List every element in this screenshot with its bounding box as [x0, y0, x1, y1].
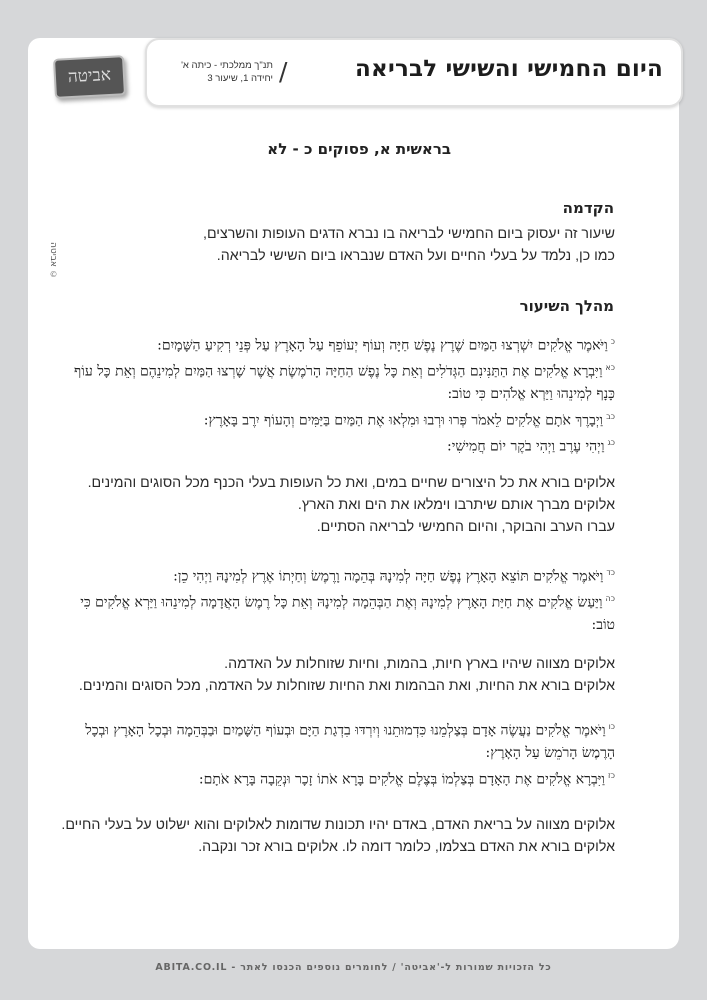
- lesson-title: היום החמישי והשישי לבריאה: [355, 56, 663, 82]
- verse-block-1: [55, 331, 615, 458]
- verse-number: כג: [607, 437, 615, 447]
- explanation-line: אלוקים מצווה על בריאת האדם, באדם יהיו תכונות שדומות לאלוקים והוא ישלוט על בעלי החיים.: [61, 817, 615, 833]
- lesson-heading: מהלך השיעור: [519, 297, 614, 315]
- intro-line: כמו כן, נלמד על בעלי החיים ועל האדם שנבראו ביום השישי לבריאה.: [216, 248, 615, 264]
- intro-heading: הקדמה: [562, 199, 614, 217]
- verse: [55, 716, 615, 765]
- explanation-line: אלוקים מצווה שיהיו בארץ חיות, בהמות, וחיות שזוחלות על האדמה.: [224, 656, 615, 672]
- side-credit-author: אביטה: [48, 242, 58, 267]
- verse-text: וַיַּעַשׂ אֱלֹקִים אֶת חַיַּת הָאָרֶץ לְמִינָהּ וְאֶת הַבְּהֵמָה לְמִינָהּ וְאֵת כָּל רֶמֶשׂ הָאֲדָמָה לְמִינֵהוּ וַיַּרְא אֱלֹקִים כִּי טוֹב:: [80, 594, 615, 634]
- intro-text: [55, 223, 615, 267]
- verse: [55, 406, 615, 432]
- course-grade: תנ"ך ממלכתי - כיתה א': [181, 60, 273, 71]
- verse-number: כז: [608, 770, 615, 780]
- verse: [55, 562, 615, 588]
- verse-text: וַיֹּאמֶר אֱלֹקִים יִשְׁרְצוּ הַמַּיִם שֶׁרֶץ נֶפֶשׁ חַיָּה וְעוֹף יְעוֹפֵף עַל הָאָרֶץ עַל פְּנֵי רְקִיעַ הַשָּׁמָיִם:: [157, 337, 608, 354]
- logo-text: אביטה: [67, 64, 112, 88]
- verse-text: וַיֹּאמֶר אֱלֹקִים נַעֲשֶׂה אָדָם בְּצַלְמֵנוּ כִּדְמוּתֵנוּ וְיִרְדּוּ בִדְגַת הַיָּם וּבְעוֹף הַשָּׁמַיִם וּבַבְּהֵמָה וּבְכָל הָאָרֶץ וּבְכָל הָרֶמֶשׂ הָרֹמֵשׂ עַל הָאָרֶץ:: [85, 722, 615, 762]
- explanation-2: [55, 653, 615, 697]
- explanation-line: אלוקים בורא את כל היצורים שחיים במים, ואת כל העופות בעלי הכנף מכל הסוגים והמינים.: [87, 475, 615, 491]
- course-unit: יחידה 1, שיעור 3: [207, 73, 273, 84]
- intro-line: שיעור זה יעסוק ביום החמישי לבריאה בו נברא הדגים העופות והשרצים,: [203, 226, 615, 242]
- verse-block-3: [55, 716, 615, 791]
- verse-text: וַיְבָרֶךְ אֹתָם אֱלֹקִים לֵאמֹר פְּרוּ וּרְבוּ וּמִלְאוּ אֶת הַמַּיִם בַּיַּמִּים וְהָעוֹף יִרֶב בָּאָרֶץ:: [203, 412, 604, 429]
- verse: [55, 357, 615, 406]
- explanation-3: [55, 814, 615, 858]
- verse: [55, 432, 615, 458]
- footer-copyright: כל הזכויות שמורות ל-'אביטה' / לחומרים נוספים הכנסו לאתר - ABITA.CO.IL: [155, 962, 552, 973]
- verse-number: כ: [610, 337, 615, 346]
- verse-block-2: [55, 562, 615, 637]
- verse: [55, 765, 615, 791]
- verse-text: וַיִּבְרָא אֱלֹקִים אֶת הַתַּנִּינִם הַגְּדֹלִים וְאֵת כָּל נֶפֶשׁ הַחַיָּה הָרֹמֶשֶׂת אֲשֶׁר שָׁרְצוּ הַמַּיִם לְמִינֵהֶם וְאֵת כָּל עוֹף כָּנָף לְמִינֵהוּ וַיַּרְא אֱלֹהִים כִּי טוֹב:: [74, 363, 615, 403]
- verse-text: וַיְהִי עֶרֶב וַיְהִי בֹקֶר יוֹם חֲמִישִׁי:: [447, 438, 605, 455]
- explanation-line: אלוקים בורא את האדם בצלמו, כלומר דומה לו. אלוקים בורא זכר ונקבה.: [198, 839, 615, 855]
- verse-number: כב: [606, 411, 615, 421]
- verse-text: וַיֹּאמֶר אֱלֹקִים תּוֹצֵא הָאָרֶץ נֶפֶשׁ חַיָּה לְמִינָהּ בְּהֵמָה וָרֶמֶשׂ וְחַיְתוֹ אֶרֶץ לְמִינָהּ וַיְהִי כֵן:: [173, 568, 604, 585]
- explanation-1: [55, 472, 615, 538]
- verse-number: כא: [605, 363, 615, 373]
- explanation-line: עברו הערב והבוקר, והיום החמישי לבריאה הסתיים.: [316, 519, 615, 535]
- verse-number: כה: [605, 594, 615, 604]
- explanation-line: אלוקים מברך אותם שיתרבו וימלאו את הים ואת הארץ.: [297, 497, 615, 513]
- title-separator: /: [279, 57, 288, 86]
- copyright-icon: ©: [49, 269, 58, 279]
- verse-text: וַיִּבְרָא אֱלֹקִים אֶת הָאָדָם בְּצַלְמוֹ בְּצֶלֶם אֱלֹקִים בָּרָא אֹתוֹ זָכָר וּנְקֵבָה בָּרָא אֹתָם:: [198, 771, 605, 788]
- course-info: [168, 59, 273, 85]
- verse: [55, 331, 615, 357]
- abita-logo: [53, 55, 126, 99]
- verse-source: בראשית א, פסוקים כ - לא: [267, 140, 451, 158]
- verse: [55, 588, 615, 637]
- verse-number: כד: [606, 568, 615, 577]
- explanation-line: אלוקים בורא את החיות, ואת הבהמות ואת החיות שזוחלות על האדמה, מכל הסוגים והמינים.: [78, 678, 615, 694]
- verse-number: כו: [608, 722, 615, 731]
